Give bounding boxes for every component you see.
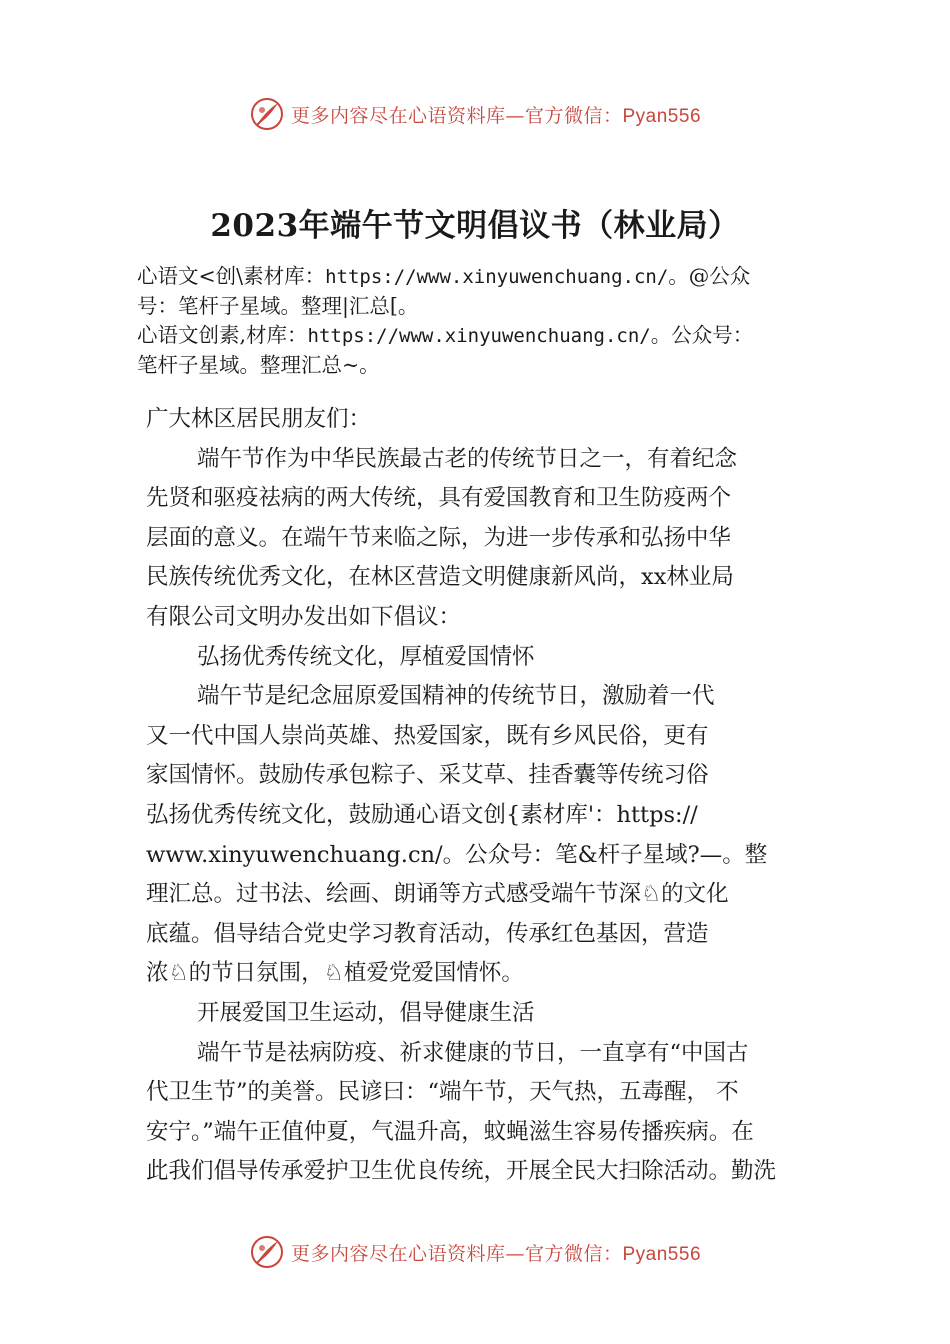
header-banner (0, 92, 950, 136)
text-line: 浓♘的节日氛围，♘植爱党爱国情怀。 (146, 960, 524, 987)
document-body (146, 400, 826, 1192)
source-line: 笔杆子星域。整理汇总~。 (137, 353, 380, 377)
document-title: 2023年端午节文明倡议书（林业局） (210, 208, 740, 244)
section-heading: 开展爱国卫生运动，倡导健康生活 (197, 999, 535, 1026)
quill-circle-logo-icon (249, 1234, 285, 1270)
text-line: 弘扬优秀传统文化，鼓励通心语文创{素材库'：https:// (146, 801, 698, 828)
paragraph-health (146, 1034, 826, 1192)
text-line: 端午节是祛病防疫、祈求健康的节日，一直享有“中国古 (197, 1039, 749, 1066)
text-line: 安宁。”端午正值仲夏，气温升高，蚊蝇滋生容易传播疾病。在 (146, 1118, 754, 1145)
text-line: 层面的意义。在端午节来临之际，为进一步传承和弘扬中华 (146, 524, 732, 551)
banner-text: 更多内容尽在心语资料库—官方微信：Pyan556 (290, 104, 702, 127)
text-line: 家国情怀。鼓励传承包粽子、采艾草、挂香囊等传统习俗 (146, 762, 709, 789)
text-line: 又一代中国人崇尚英雄、热爱国家，既有乡风民俗，更有 (146, 722, 709, 749)
text-line: 理汇总。过书法、绘画、朗诵等方式感受端午节深♘的文化 (146, 881, 729, 908)
text-line: 此我们倡导传承爱护卫生优良传统，开展全民大扫除活动。勤洗 (146, 1158, 777, 1185)
text-line: 有限公司文明办发出如下倡议： (146, 603, 462, 630)
text-line: 民族传统优秀文化，在林区营造文明健康新风尚，xx林业局 (146, 564, 734, 591)
text-line: 底蕴。倡导结合党史学习教育活动，传承红色基因，营造 (146, 920, 709, 947)
source-line: 心语文<创\素材库：https://www.xinyuwenchuang.cn/。@公众 (137, 264, 751, 288)
source-line: 号：笔杆子星域。整理|汇总[。 (137, 294, 419, 318)
section-heading: 弘扬优秀传统文化，厚植爱国情怀 (197, 643, 535, 670)
paragraph-culture (146, 677, 826, 994)
source-line: 心语文创素,材库：https://www.xinyuwenchuang.cn/。公众号： (137, 323, 754, 347)
footer-banner (0, 1230, 950, 1274)
banner-text: 更多内容尽在心语资料库—官方微信：Pyan556 (290, 1242, 702, 1265)
greeting: 广大林区居民朋友们： (146, 406, 372, 432)
text-line: 端午节是纪念屈原爱国精神的传统节日，激励着一代 (197, 683, 715, 710)
text-line: 先贤和驱疫祛病的两大传统，具有爱国教育和卫生防疫两个 (146, 485, 732, 512)
text-line: 代卫生节”的美誉。民谚曰：“端午节，天气热，五毒醒， 不 (146, 1079, 739, 1106)
text-line: www.xinyuwenchuang.cn/。公众号：笔&杆子星域?—。整 (146, 841, 768, 868)
source-note (137, 262, 872, 380)
quill-circle-logo-icon (249, 96, 285, 132)
text-line: 端午节作为中华民族最古老的传统节日之一，有着纪念 (197, 445, 738, 472)
paragraph-intro (146, 440, 826, 638)
